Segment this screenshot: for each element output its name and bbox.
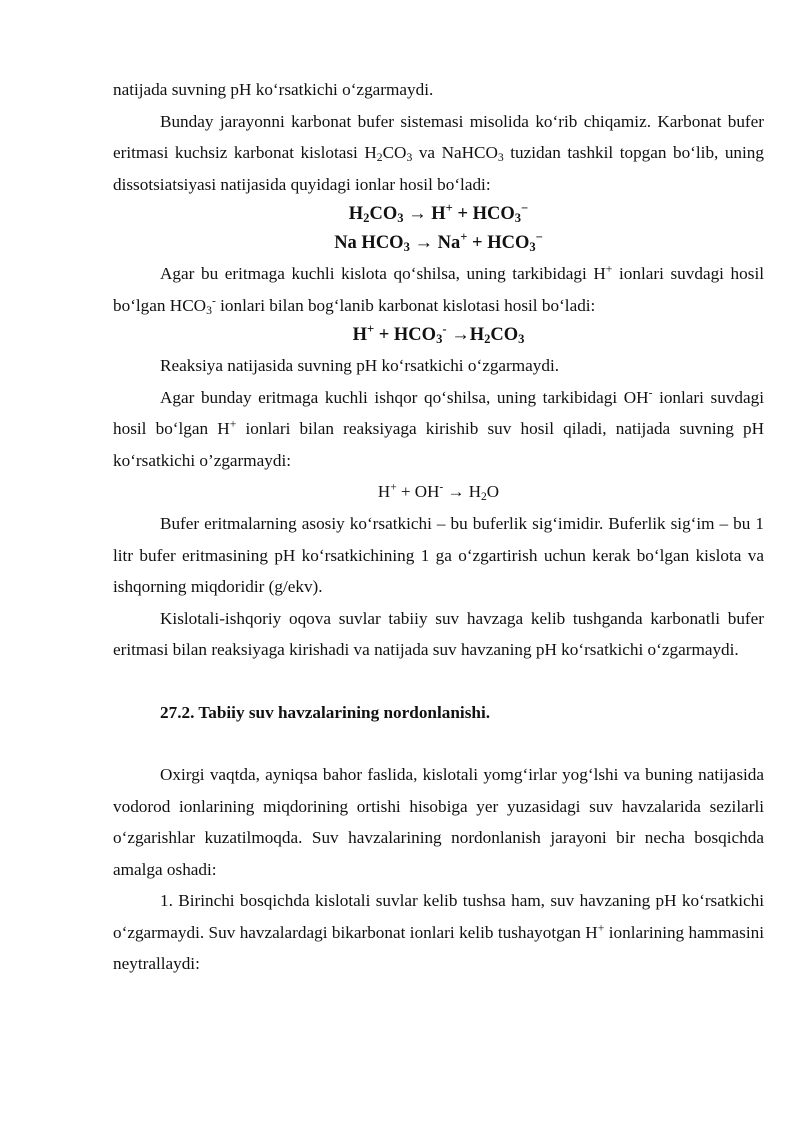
text: CO bbox=[490, 325, 519, 345]
text: ionlari bilan bog‘lanib karbonat kislotasi hosil bo‘ladi: bbox=[215, 295, 596, 315]
text: CO bbox=[369, 204, 398, 224]
superscript: + bbox=[597, 921, 605, 935]
paragraph-reaction-result: Reaksiya natijasida suvning pH ko‘rsatkichi o‘zgarmaydi. bbox=[160, 356, 560, 375]
text: va NaHCO bbox=[412, 143, 498, 162]
superscript: + bbox=[366, 322, 375, 337]
paragraph-acid-addition bbox=[113, 258, 764, 321]
paragraph-first-stage bbox=[113, 885, 764, 980]
text: H bbox=[352, 325, 367, 345]
superscript: - bbox=[439, 480, 444, 494]
superscript: + bbox=[460, 230, 468, 245]
superscript: - bbox=[211, 294, 216, 308]
text: CO bbox=[382, 143, 407, 162]
superscript: - bbox=[648, 386, 653, 400]
text: H bbox=[348, 204, 364, 224]
superscript: + bbox=[605, 262, 613, 276]
paragraph-carbonate-buffer-intro bbox=[113, 106, 764, 201]
text: Bunday jarayonni karbonat bufer sistemasi misolida ko‘rib chiqamiz. Karbonat bufer eritmasi kuchsiz karbonat kislotasi H bbox=[113, 111, 764, 162]
paragraph-acidification-intro: Oxirgi vaqtda, ayniqsa bahor faslida, kislotali yomg‘irlar yog‘lshi va buning natijasida vodorod ionlarining miqdorining ortishi hisobiga yer yuzasidagi suv havzalarida sezilarli o‘zgarishlar kuzatilmoqda. Suv havzalarining nordonlanish jarayoni bir necha bosqichda amalga oshadi: bbox=[113, 765, 764, 879]
subscript: 3 bbox=[406, 150, 413, 164]
text: 1. Birinchi bosqichda kislotali suvlar kelib tushsa ham, suv havzaning pH ko‘rsatkichi o‘zgarmaydi. Suv havzalardagi bikarbonat ionlari kelib tushayotgan H bbox=[113, 891, 764, 942]
equation-water-formation bbox=[113, 476, 764, 508]
text: ionlari bilan reaksiyaga kirishib suv hosil qiladi, natijada suvning pH ko‘rsatkichi o’zgarmaydi: bbox=[113, 419, 764, 470]
text: + HCO bbox=[467, 233, 530, 253]
text: → H bbox=[443, 482, 482, 501]
paragraph-base-addition bbox=[113, 382, 764, 477]
paragraph-continuation: natijada suvning pH ko‘rsatkichi o‘zgarmaydi. bbox=[113, 80, 434, 99]
paragraph-wastewater-buffering: Kislotali-ishqoriy oqova suvlar tabiiy suv havzaga kelib tushganda karbonatli bufer eritmasi bilan reaksiyaga kirishadi va natijada suv havzaning pH ko‘rsatkichi o‘zgarmaydi. bbox=[113, 608, 764, 659]
text: O bbox=[486, 482, 500, 501]
text: + OH bbox=[396, 482, 440, 501]
superscript: − bbox=[535, 230, 543, 245]
text: Agar bunday eritmaga kuchli ishqor qo‘shilsa, uning tarkibidagi OH bbox=[160, 387, 649, 407]
text: H bbox=[377, 482, 391, 501]
superscript: + bbox=[229, 417, 237, 431]
document-page bbox=[113, 74, 764, 980]
subscript: 3 bbox=[497, 150, 504, 164]
text: tuzidan tashkil topgan bo‘lib, uning dissotsiatsiyasi natijasida quyidagi ionlar hosil bo‘ladi: bbox=[113, 143, 764, 194]
text: ionlari suvdagi hosil bo‘lgan HCO bbox=[113, 264, 764, 315]
paragraph-buffer-capacity: Bufer eritmalarning asosiy ko‘rsatkichi – bu buferlik sig‘imidir. Buferlik sig‘im – bu 1 litr bufer eritmasining pH ko‘rsatkichining 1 ga o‘zgartirish uchun kerak bo‘lgan kislota va ishqorning miqdoridir (g/ekv). bbox=[113, 514, 764, 596]
subscript: 2 bbox=[481, 489, 487, 503]
equation-carbonic-acid-dissociation bbox=[113, 200, 764, 229]
superscript: − bbox=[521, 201, 529, 216]
section-heading: 27.2. Tabiiy suv havzalarining nordonlanishi. bbox=[160, 702, 491, 722]
superscript: + bbox=[390, 480, 397, 494]
text: → H bbox=[403, 204, 446, 224]
subscript: 3 bbox=[529, 240, 536, 255]
superscript: - bbox=[442, 322, 447, 337]
text: Na HCO bbox=[334, 233, 404, 253]
subscript: 2 bbox=[363, 211, 370, 226]
subscript: 2 bbox=[376, 150, 383, 164]
text: Agar bu eritmaga kuchli kislota qo‘shilsa, uning tarkibidagi H bbox=[160, 264, 606, 283]
equation-carbonic-acid-formation bbox=[113, 321, 764, 350]
text: ionlarining hammasini neytrallaydi: bbox=[113, 922, 764, 973]
equation-sodium-bicarbonate-dissociation bbox=[113, 229, 764, 258]
subscript: 3 bbox=[514, 211, 522, 226]
subscript: 3 bbox=[436, 332, 443, 347]
subscript: 3 bbox=[403, 240, 410, 255]
subscript: 2 bbox=[484, 332, 491, 347]
text: →H bbox=[446, 325, 485, 345]
text: ionlari suvdagi hosil bo‘lgan H bbox=[113, 387, 764, 438]
subscript: 3 bbox=[206, 303, 212, 317]
subscript: 3 bbox=[397, 211, 404, 226]
text: + HCO bbox=[374, 325, 437, 345]
text: + HCO bbox=[452, 204, 515, 224]
superscript: + bbox=[445, 201, 453, 216]
subscript: 3 bbox=[518, 332, 525, 347]
text: → Na bbox=[409, 233, 461, 253]
